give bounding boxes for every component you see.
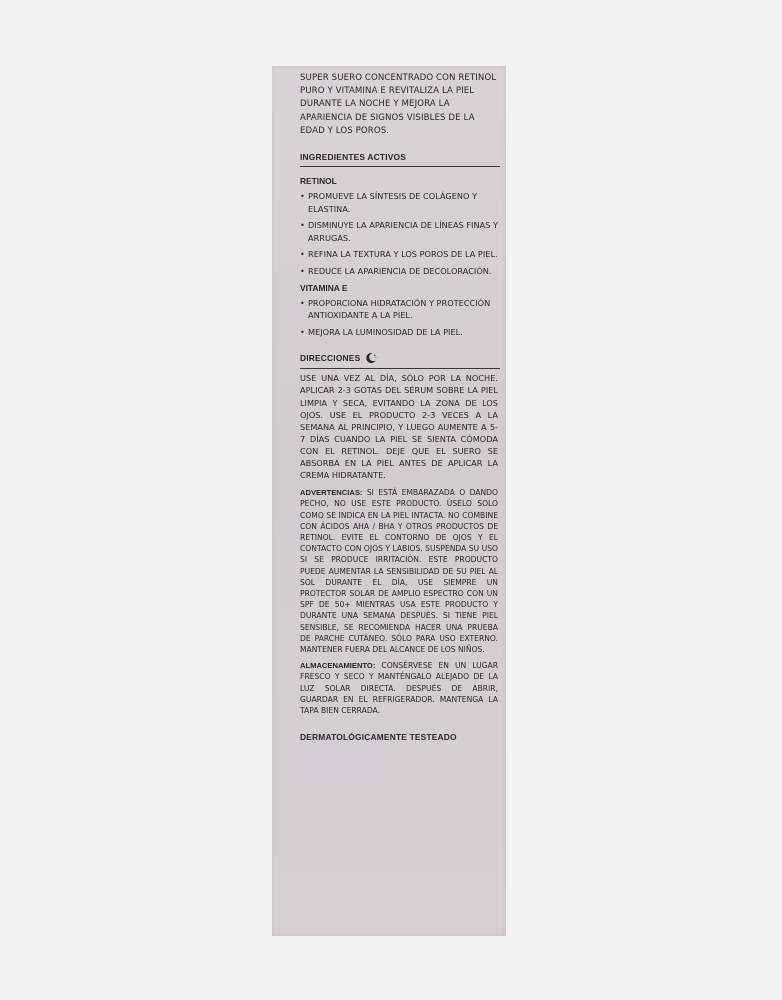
list-item: • REFINA LA TEXTURA Y LOS POROS DE LA PIEL. xyxy=(300,248,498,261)
list-item: • PROPORCIONA HIDRATACIÓN Y PROTECCIÓN ANTIOXIDANTE A LA PIEL. xyxy=(300,297,498,322)
storage-text: CONSÉRVESE EN UN LUGAR FRESCO Y SECO Y MANTÉNGALO ALEJADO DE LA LUZ SOLAR DIRECTA. DESPUÉS DE ABRIR, GUARDAR EN EL REFRIGERADOR. MANTENGA LA TAPA BIEN CERRADA. xyxy=(300,661,498,716)
storage-label: ALMACENAMIENTO: xyxy=(300,661,376,671)
warnings-label: ADVERTENCIAS: xyxy=(300,488,363,498)
directions-heading: DIRECCIONES xyxy=(300,353,361,364)
list-item: • PROMUEVE LA SÍNTESIS DE COLÁGENO Y ELASTINA. xyxy=(300,190,498,215)
list-item: • DISMINUYE LA APARIENCIA DE LÍNEAS FINAS Y ARRUGAS. xyxy=(300,219,498,244)
retinol-benefits-list xyxy=(300,190,498,278)
vitamin-e-benefits-list xyxy=(300,297,498,339)
directions-header xyxy=(300,352,498,364)
warnings-block xyxy=(300,487,498,655)
moon-stars-icon xyxy=(365,352,377,364)
retinol-title: RETINOL xyxy=(300,176,337,187)
label-content xyxy=(300,72,498,742)
dermatologically-tested-label: DERMATOLÓGICAMENTE TESTEADO xyxy=(300,732,457,743)
list-item: • MEJORA LA LUMINOSIDAD DE LA PIEL. xyxy=(300,326,498,339)
vitamin-e-title: VITAMINA E xyxy=(300,282,348,293)
list-item: • REDUCE LA APARIENCIA DE DECOLORACIÓN. xyxy=(300,265,498,278)
warnings-text: SI ESTÁ EMBARAZADA O DANDO PECHO, NO USE ESTE PRODUCTO. ÚSELO SOLO COMO SE INDICA EN LA PIEL INTACTA. NO COMBINE CON ÁCIDOS AHA / BHA Y OTROS PRODUCTOS DE RETINOL. EVITE EL CONTORNO DE OJOS Y EL CONTACTO CON OJOS Y LABIOS. SUSPENDA SU USO SI SE PRODUCE IRRITACIÓN. ESTE PRODUCTO PUEDE AUMENTAR LA SENSIBILIDAD DE SU PIEL AL SOL DURANTE EL DÍA, USE SIEMPRE UN PROTECTOR SOLAR DE AMPLIO ESPECTRO CON UN SPF DE 50+ MIENTRAS USA ESTE PRODUCTO Y DURANTE UNA SEMANA DESPUÉS. SI TIENE PIEL SENSIBLE, SE RECOMIENDA HACER UNA PRUEBA DE PARCHE CUTÁNEO. SÓLO PARA USO EXTERNO. MANTENER FUERA DEL ALCANCE DE LOS NIÑOS. xyxy=(300,488,498,655)
product-label-panel xyxy=(272,66,506,936)
directions-text: USE UNA VEZ AL DÍA, SÓLO POR LA NOCHE. APLICAR 2-3 GOTAS DEL SÉRUM SOBRE LA PIEL LIMPIA Y SECA, EVITANDO LA ZONA DE LOS OJOS. USE EL PRODUCTO 2-3 VECES A LA SEMANA AL PRINCIPIO, Y LUEGO AUMENTE A 5-7 DÍAS CUANDO LA PIEL SE SIENTA CÓMODA CON EL RETINOL. DEJE QUE EL SUERO SE ABSORBA EN LA PIEL ANTES DE APLICAR LA CREMA HIDRATANTE. xyxy=(300,373,498,481)
storage-block xyxy=(300,660,498,716)
ingredients-heading: INGREDIENTES ACTIVOS xyxy=(300,152,407,163)
intro-text: SUPER SUERO CONCENTRADO CON RETINOL PURO Y VITAMINA E REVITALIZA LA PIEL DURANTE LA NOCHE Y MEJORA LA APARIENCIA DE SIGNOS VISIBLES DE LA EDAD Y LOS POROS. xyxy=(300,73,497,136)
